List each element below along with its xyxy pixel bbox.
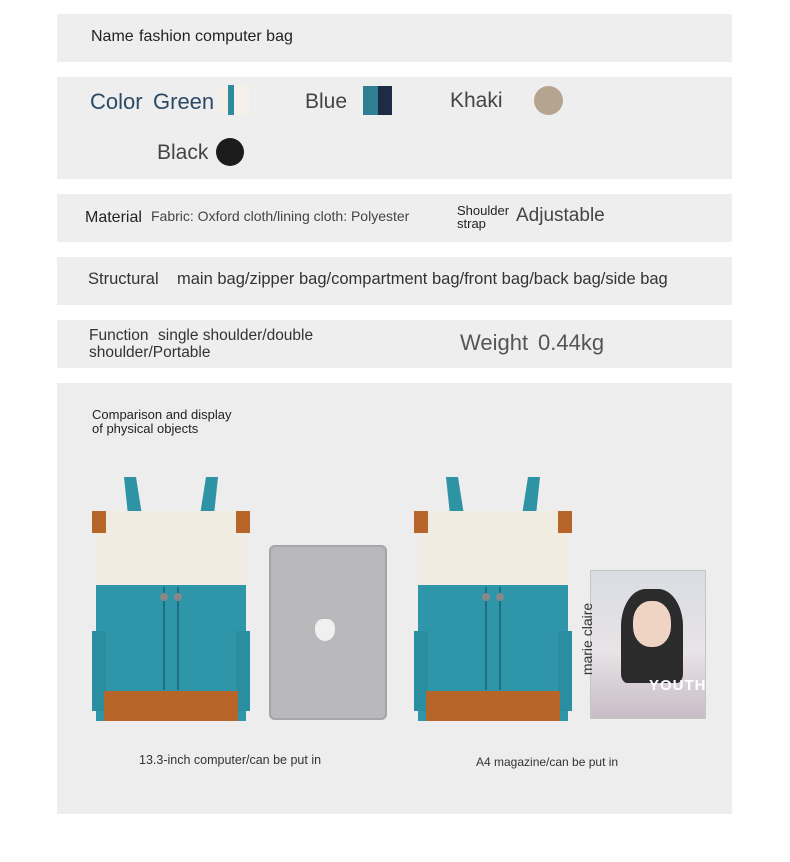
comparison-panel (57, 383, 732, 814)
comparison-title-line2: of physical objects (92, 421, 199, 436)
comparison-title-line1: Comparison and display (92, 407, 232, 422)
green-swatch[interactable] (219, 85, 249, 115)
khaki-swatch[interactable] (534, 86, 563, 115)
strap-label-line2: strap (457, 216, 486, 231)
material-row (57, 194, 732, 242)
weight-value: 0.44kg (538, 330, 605, 355)
apple-logo-icon (315, 619, 335, 641)
magazine-image (579, 571, 707, 718)
cover-face (633, 601, 671, 647)
function-row (57, 320, 732, 368)
structure-value: main bag/zipper bag/compartment bag/front bag/back bag/side bag (177, 270, 668, 288)
weight-label: Weight (460, 330, 529, 355)
strap-value: Adjustable (516, 205, 605, 226)
blue-swatch[interactable] (363, 86, 392, 115)
name-value: fashion computer bag (139, 28, 293, 45)
color-row (57, 77, 732, 179)
name-label: Name (91, 28, 134, 45)
color-label: Color (90, 89, 143, 114)
caption-right: A4 magazine/can be put in (476, 755, 619, 769)
function-label: Function (89, 327, 149, 344)
color-option-khaki-label: Khaki (450, 89, 503, 112)
function-value-line2: shoulder/Portable (89, 344, 211, 361)
function-value-line1: single shoulder/double (158, 327, 314, 344)
magazine-title: marie claire (579, 602, 596, 676)
laptop-image (269, 545, 387, 720)
color-option-green-label: Green (153, 89, 215, 114)
black-swatch[interactable] (216, 138, 244, 166)
caption-left: 13.3-inch computer/can be put in (139, 753, 322, 767)
backpack-image-left (90, 475, 252, 725)
strap-label-line1: Shoulder (457, 203, 510, 218)
material-label: Material (85, 209, 142, 226)
name-row (57, 14, 732, 62)
material-value: Fabric: Oxford cloth/lining cloth: Polyester (151, 208, 410, 224)
backpack-image-right (412, 475, 574, 725)
color-option-blue-label: Blue (305, 90, 348, 113)
color-option-black-label: Black (157, 141, 209, 164)
structure-label: Structural (88, 270, 159, 288)
structure-row (57, 257, 732, 305)
magazine-cover-word: YOUTH (649, 677, 707, 694)
